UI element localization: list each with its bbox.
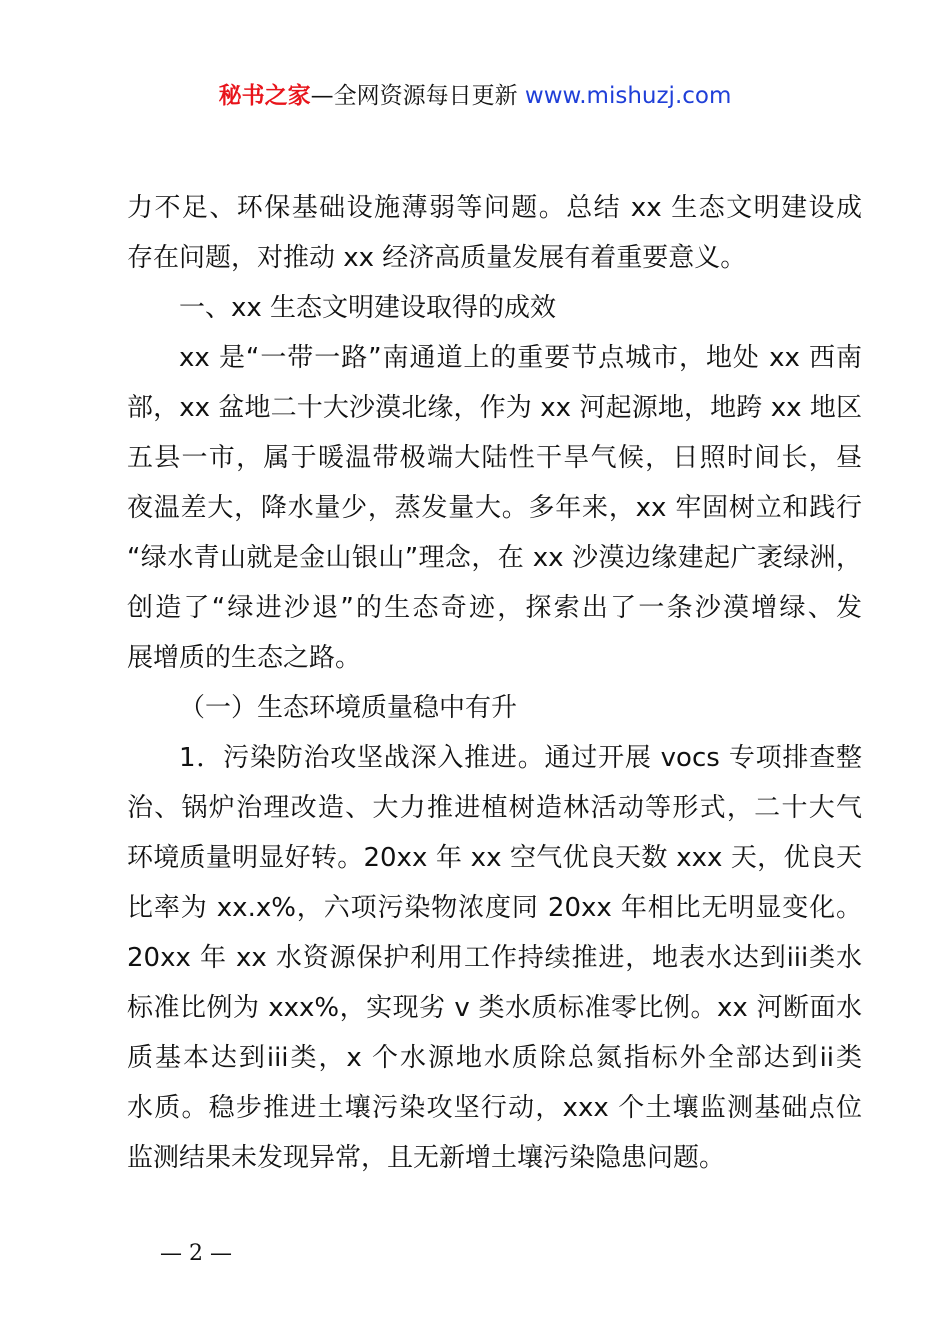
site-tagline: —全网资源每日更新	[310, 83, 518, 109]
page-number: — 2 —	[160, 1241, 232, 1266]
text-line: 存在问题，对推动 xx 经济高质量发展有着重要意义。	[127, 243, 747, 273]
text-line: 力不足、环保基础设施薄弱等问题。总结 xx 生态文明建设成	[127, 193, 862, 223]
text-line: 治、锅炉治理改造、大力推进植树造林活动等形式，二十大气	[127, 793, 862, 823]
text-line: 部，xx 盆地二十大沙漠北缘，作为 xx 河起源地，地跨 xx 地区	[127, 393, 862, 423]
site-brand: 秘书之家	[218, 83, 311, 109]
text-line: xx 是“一带一路”南通道上的重要节点城市，地处 xx 西南	[179, 343, 862, 373]
text-line: 五县一市，属于暖温带极端大陆性干旱气候，日照时间长，昼	[127, 443, 862, 473]
text-line: “绿水青山就是金山银山”理念，在 xx 沙漠边缘建起广袤绿洲，	[127, 543, 862, 573]
section-heading: 一、xx 生态文明建设取得的成效	[179, 293, 557, 323]
text-line: 水质。稳步推进土壤污染攻坚行动，xxx 个土壤监测基础点位	[127, 1093, 862, 1123]
text-line: 1．污染防治攻坚战深入推进。通过开展 vocs 专项排查整	[179, 743, 862, 773]
site-header	[0, 80, 950, 112]
text-line: 展增质的生态之路。	[127, 643, 362, 673]
text-line: 环境质量明显好转。20xx 年 xx 空气优良天数 xxx 天，优良天	[127, 843, 862, 873]
text-line: 质基本达到iii类，x 个水源地水质除总氮指标外全部达到ii类	[127, 1043, 862, 1073]
text-line: 监测结果未发现异常，且无新增土壤污染隐患问题。	[127, 1143, 726, 1173]
text-line: 比率为 xx.x%，六项污染物浓度同 20xx 年相比无明显变化。	[127, 893, 862, 923]
site-url-link[interactable]: www.mishuzj.com	[524, 83, 732, 109]
text-line: 创造了“绿进沙退”的生态奇迹，探索出了一条沙漠增绿、发	[127, 593, 862, 623]
subsection-heading: （一）生态环境质量稳中有升	[179, 693, 518, 723]
text-line: 标准比例为 xxx%，实现劣 v 类水质标准零比例。xx 河断面水	[127, 993, 862, 1023]
text-line: 20xx 年 xx 水资源保护利用工作持续推进，地表水达到iii类水	[127, 943, 862, 973]
document-body	[127, 183, 862, 1183]
text-line: 夜温差大，降水量少，蒸发量大。多年来，xx 牢固树立和践行	[127, 493, 862, 523]
